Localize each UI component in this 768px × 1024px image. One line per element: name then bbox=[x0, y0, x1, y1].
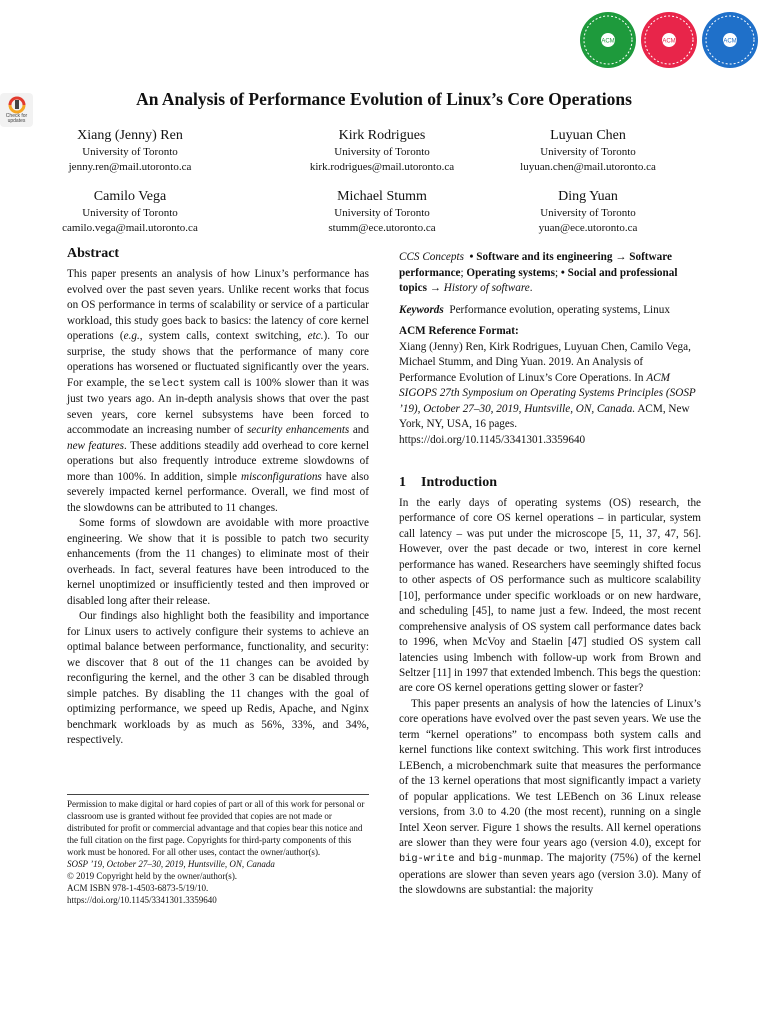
section-title: Introduction bbox=[421, 475, 497, 490]
author-email[interactable]: stumm@ece.utoronto.ca bbox=[328, 222, 436, 234]
author-block bbox=[10, 127, 250, 175]
svg-text:ACM: ACM bbox=[723, 38, 737, 45]
text-run: ; bbox=[554, 266, 561, 279]
svg-text:ACM: ACM bbox=[601, 38, 615, 45]
text-run: → bbox=[426, 282, 444, 294]
keywords-text: Performance evolution, operating systems, Linux bbox=[449, 303, 670, 316]
section-number: 1 bbox=[399, 475, 406, 490]
text-run: Xiang (Jenny) Ren, Kirk Rodrigues, Luyuan Chen, Camilo Vega, Michael Stumm, and Ding Yuan. 2019. An Analysis of Performance Evolution of Linux’s Core Operations. In bbox=[399, 340, 691, 384]
author-name: Xiang (Jenny) Ren bbox=[77, 128, 183, 143]
author-affiliation: University of Toronto bbox=[334, 207, 430, 219]
author-affiliation: University of Toronto bbox=[540, 207, 636, 219]
paper-title: An Analysis of Performance Evolution of Linux’s Core Operations bbox=[136, 89, 632, 109]
code-run: big-write bbox=[399, 853, 455, 866]
author-name: Michael Stumm bbox=[337, 189, 427, 204]
author-name: Ding Yuan bbox=[558, 189, 618, 204]
text-run: ; bbox=[460, 266, 467, 279]
metadata-section bbox=[399, 250, 701, 448]
text-run: ACM SIGOPS 27th Symposium on Operating Systems Principles (SOSP ’19), October 27–30, 2019, Huntsville, ON, Canada. bbox=[399, 371, 696, 415]
check-updates-label: Check for updates bbox=[5, 113, 28, 124]
intro-paragraph: In the early days of operating systems (OS) research, the performance of core OS kernel operations – in particular, system call latency – was put under the microscope [5, 11, 37, 47, 56]. However, over the past decade or two, interest in core kernel performance has waned. Researchers have seemingly shifted focus to other aspects of OS performance such as multicore scalability [10], performance under specific workloads or on new hardware, and scheduling [45], to name just a few. Indeed, the most recent comprehensive analysis of OS system call performance dates back to 1996, when McVoy and Staelin [47] studied OS system call latencies using lmbench with follow-up work from Brown and Seltzer [11] in 1997 that extended lmbench. This begs the question: are core OS kernel operations getting slower or faster? bbox=[399, 497, 701, 695]
acm-reference bbox=[399, 324, 701, 448]
copyright-line: © 2019 Copyright held by the owner/author(s). bbox=[67, 871, 238, 881]
text-run: have also severely impacted kernel performance. Overall, we find most of the slowdowns can be attributed to 11 changes. bbox=[67, 470, 370, 514]
author-name: Luyuan Chen bbox=[550, 128, 626, 143]
author-email[interactable]: luyuan.chen@mail.utoronto.ca bbox=[520, 161, 656, 173]
code-run: select bbox=[148, 377, 186, 390]
text-run: . The majority (75%) of the kernel operations are slower than seven years ago (version 3.0). Many of the slowdowns are substantial: the majority bbox=[399, 852, 701, 897]
introduction-body bbox=[399, 496, 701, 899]
abstract-paragraph: Our findings also highlight both the feasibility and importance for Linux users to actively configure their systems to achieve an optimal balance between performance, functionality, and security: we discover that 8 out of the 11 changes can be avoided by reconfiguring the kernel, and the other 3 can be disabled through simple patches. By disabling the 11 changes with the goal of optimizing performance, we speed up Redis, Apache, and Nginx benchmark workloads by as much as 56%, 33%, and 34%, respectively. bbox=[67, 610, 369, 746]
author-email[interactable]: camilo.vega@mail.utoronto.ca bbox=[62, 222, 198, 234]
copyright-footnote bbox=[67, 794, 369, 906]
author-name: Camilo Vega bbox=[93, 189, 167, 204]
text-run: This paper presents an analysis of how the latencies of Linux’s core operations have evolved over the past seven years. We use the term “kernel operations” to encompass both system calls and kernel functions like context switching. This work first introduces LEBench, a microbenchmark suite that measures the performance of the 13 kernel operations that most significantly impact a variety of popular applications. We test LEBench on 36 Linux release versions, from 3.0 to 4.20 (the most recent), running on a single Intel Xeon server. Figure 1 shows the results. All kernel operations are slower than they were four years ago (version 4.0), except for bbox=[399, 697, 701, 849]
author-block bbox=[468, 127, 708, 175]
author-affiliation: University of Toronto bbox=[540, 146, 636, 158]
intro-paragraph bbox=[399, 697, 701, 899]
text-run: misconfigurations bbox=[240, 470, 322, 483]
author-block bbox=[468, 188, 708, 236]
text-run: system call is 100% slower than it was just two years ago. An in-depth analysis shows that over the past seven years, core kernel subsystems have been forced to accommodate an increasing number of bbox=[67, 376, 369, 436]
abstract-paragraph: Some forms of slowdown are avoidable with more proactive engineering. We show that it is possible to patch two security enhancements (from the 11 changes) to eliminate most of their overheads. In fact, several features have been introduced to the kernel unoptimized or insufficiently tested and then improved or disabled long after their release. bbox=[67, 517, 369, 607]
text-run: security enhancements bbox=[246, 424, 350, 436]
results-replicated-badge-icon bbox=[701, 11, 759, 69]
author-block bbox=[10, 188, 250, 236]
ccs-label: CCS Concepts bbox=[399, 251, 464, 263]
artifacts-evaluated-badge-icon bbox=[640, 11, 698, 69]
keywords-label: Keywords bbox=[399, 303, 444, 316]
author-affiliation: University of Toronto bbox=[82, 146, 178, 158]
text-run: new features bbox=[67, 439, 124, 452]
author-email[interactable]: yuan@ece.utoronto.ca bbox=[538, 222, 638, 234]
artifact-badges bbox=[579, 11, 759, 75]
author-affiliation: University of Toronto bbox=[82, 207, 178, 219]
text-run: and bbox=[454, 852, 479, 865]
text-run: Operating systems bbox=[466, 266, 555, 279]
artifacts-available-badge-icon bbox=[579, 11, 637, 69]
text-run: ). To our surprise, the study shows that the performance of many core operations has worsened or fluctuated significantly over the years. For example, the bbox=[67, 330, 369, 389]
doi-link[interactable]: https://doi.org/10.1145/3341301.3359640 bbox=[67, 895, 217, 905]
svg-text:ACM: ACM bbox=[662, 38, 676, 45]
text-run: and bbox=[349, 424, 369, 436]
author-block bbox=[262, 188, 502, 236]
author-block bbox=[262, 127, 502, 175]
text-run: This paper presents an analysis of how Linux’s performance has evolved over the past seven years. Unlike recent works that focus on OS performance in terms of scalability or service of a particular workload, this study goes back to basics: the latency of core kernel operations ( bbox=[67, 268, 369, 342]
text-run: . bbox=[529, 282, 533, 294]
permission-notice: Permission to make digital or hard copies of part or all of this work for personal or classroom use is granted without fee provided that copies are not made or distributed for profit or commercial advantage and that copies bear this notice and the full citation on the first page. Copyrights for third-party components of this work must be honored. For all other uses, contact the owner/author(s). bbox=[67, 799, 365, 857]
section-heading bbox=[399, 474, 701, 492]
text-run: e.g. bbox=[123, 330, 140, 342]
abstract-section bbox=[67, 245, 369, 749]
venue-line: SOSP ’19, October 27–30, 2019, Huntsville, ON, Canada bbox=[67, 859, 275, 869]
author-affiliation: University of Toronto bbox=[334, 146, 430, 158]
text-run: . These additions steadily add overhead to core kernel operations but also frequently introduce extreme slowdowns of more than 100%. In addition, simple bbox=[67, 439, 369, 483]
text-run: • Software and its engineering → Software performance bbox=[399, 251, 672, 279]
author-name: Kirk Rodrigues bbox=[338, 128, 426, 143]
ccs-concepts bbox=[399, 250, 701, 297]
author-email[interactable]: jenny.ren@mail.utoronto.ca bbox=[68, 161, 192, 173]
keywords bbox=[399, 303, 701, 319]
code-run: big-munmap bbox=[478, 853, 541, 866]
abstract-heading: Abstract bbox=[67, 246, 120, 261]
acm-ref-label: ACM Reference Format: bbox=[399, 325, 519, 337]
text-run: , system calls, context switching, bbox=[139, 330, 308, 342]
text-run: • Social and professional topics bbox=[399, 266, 678, 294]
text-run: ACM, New York, NY, USA, 16 pages. https://doi.org/10.1145/3341301.3359640 bbox=[399, 402, 690, 446]
text-run: etc. bbox=[307, 330, 324, 342]
author-email[interactable]: kirk.rodrigues@mail.utoronto.ca bbox=[309, 161, 455, 173]
introduction-heading-block bbox=[399, 474, 701, 496]
abstract-paragraph bbox=[67, 267, 369, 516]
text-run: History of software bbox=[443, 282, 530, 294]
isbn-line: ACM ISBN 978-1-4503-6873-5/19/10. bbox=[67, 883, 209, 893]
